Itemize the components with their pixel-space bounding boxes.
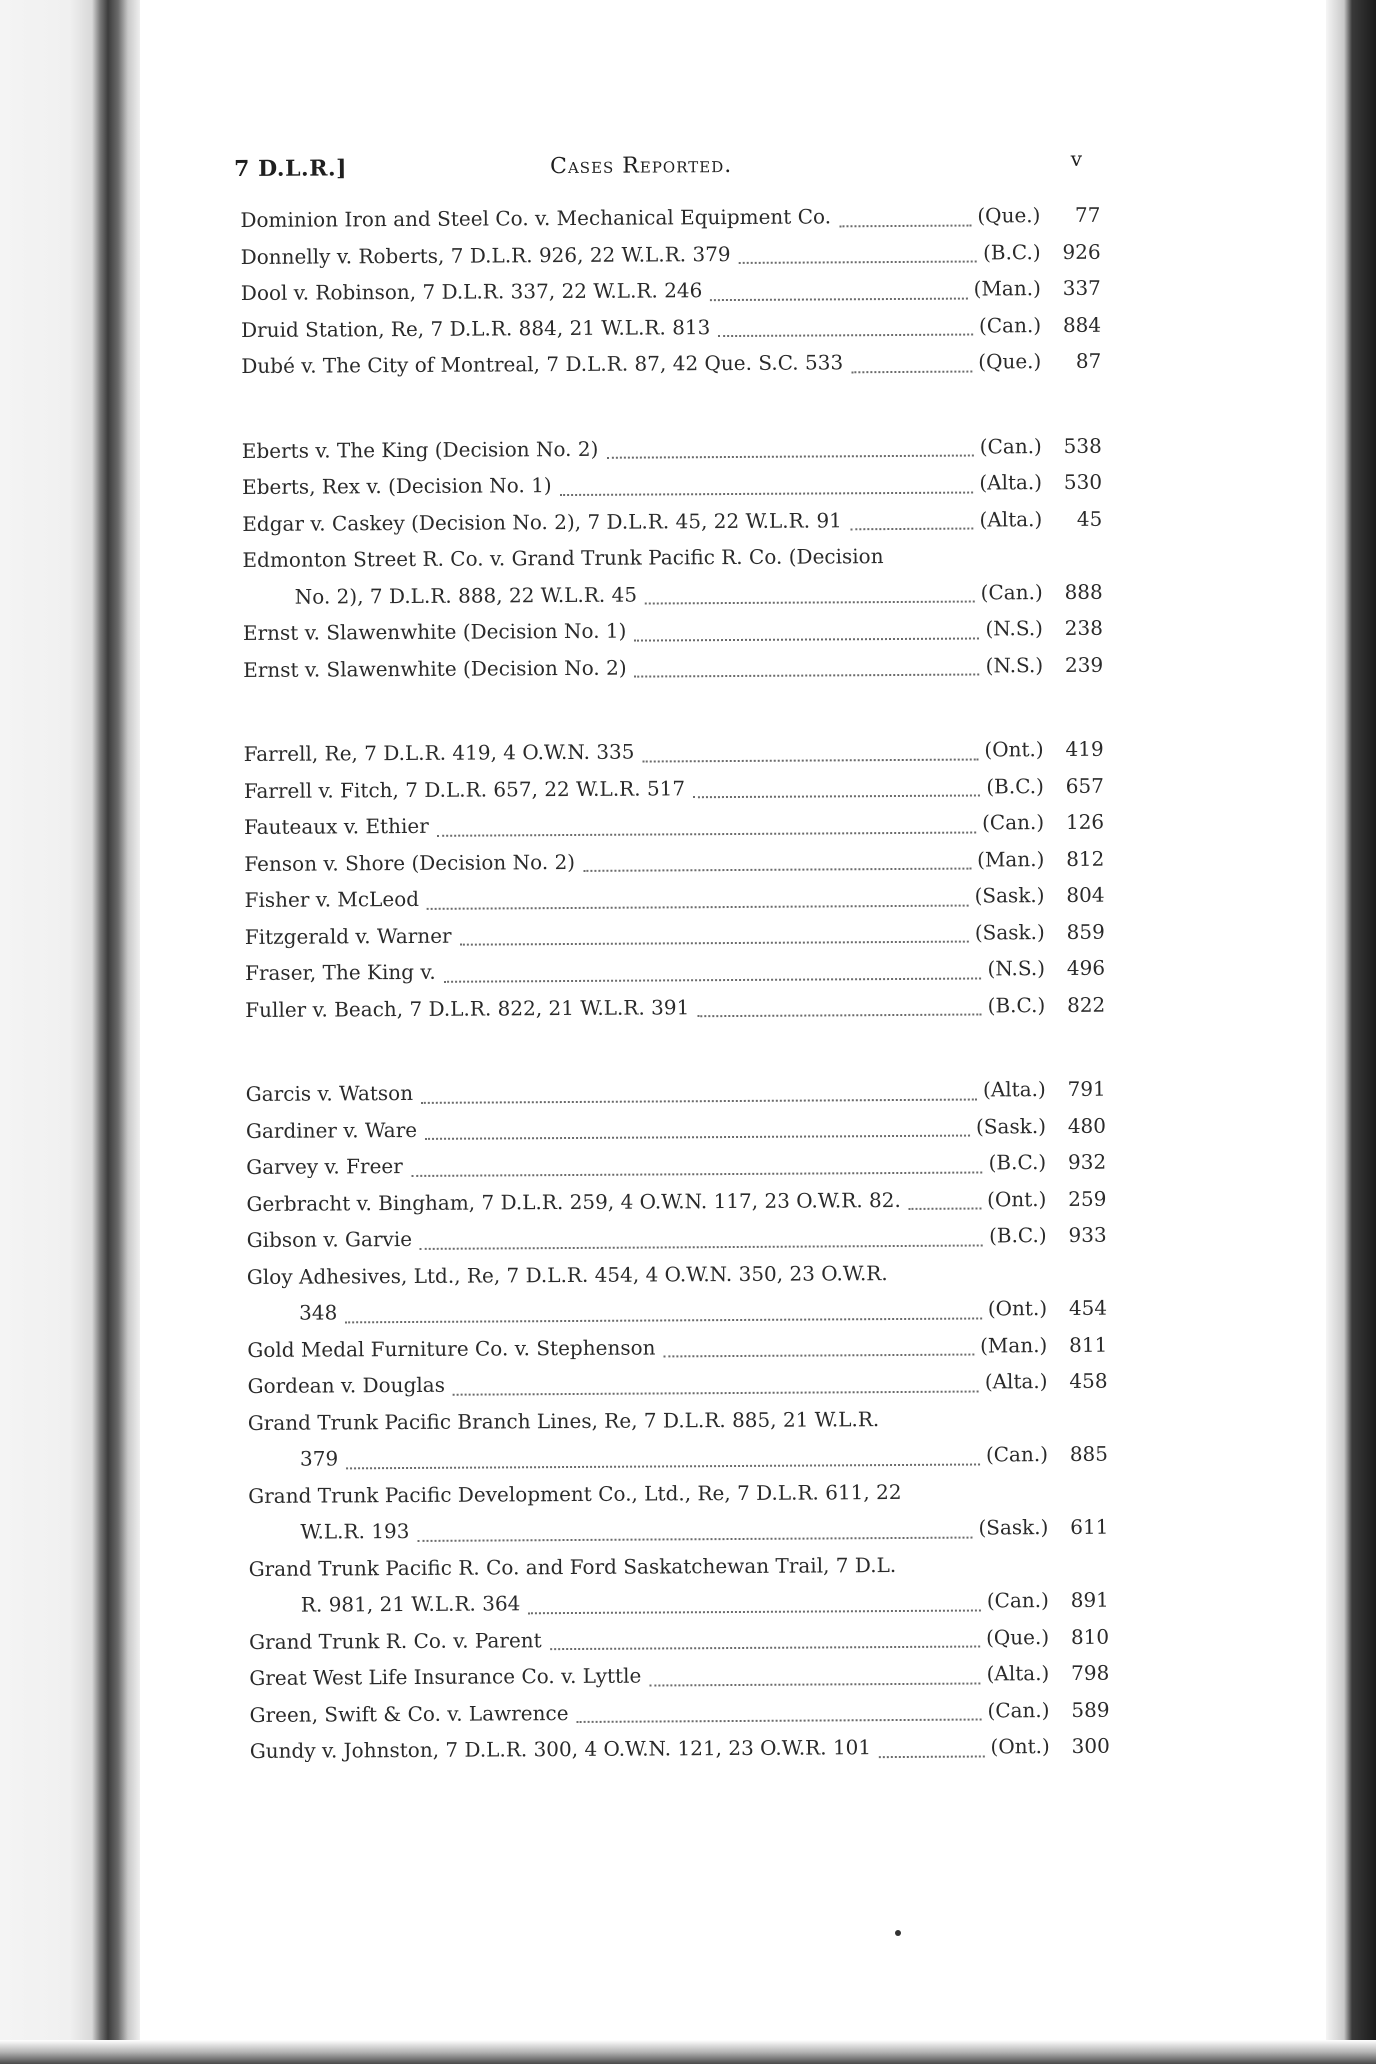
case-page-number: 538 bbox=[1063, 433, 1102, 458]
dot-leader bbox=[417, 1500, 972, 1542]
court-jurisdiction: (Can.) bbox=[978, 312, 1042, 337]
case-page-number: 657 bbox=[1065, 773, 1104, 798]
dot-leader bbox=[645, 564, 975, 605]
case-name: Eberts, Rex v. (Decision No. 1) bbox=[241, 473, 552, 499]
case-name: No. 2), 7 D.L.R. 888, 22 W.L.R. 45 bbox=[294, 582, 638, 609]
case-name: Gordean v. Douglas bbox=[247, 1372, 445, 1398]
case-name: 348 bbox=[299, 1300, 338, 1325]
dot-leader bbox=[460, 904, 969, 946]
case-page-number: 530 bbox=[1063, 469, 1103, 494]
court-jurisdiction: (Alta.) bbox=[986, 1661, 1050, 1686]
cases-list bbox=[240, 197, 1110, 1770]
case-name: Donnelly v. Roberts, 7 D.L.R. 926, 22 W.L.R. 379 bbox=[240, 241, 731, 269]
dot-leader bbox=[444, 940, 981, 982]
dot-leader bbox=[560, 455, 973, 496]
dot-leader bbox=[643, 721, 979, 762]
case-name: Green, Swift & Co. v. Lawrence bbox=[249, 1700, 569, 1727]
case-page-number: 300 bbox=[1071, 1733, 1110, 1758]
court-jurisdiction: (Alta.) bbox=[979, 470, 1043, 495]
case-entry bbox=[243, 646, 1103, 688]
court-jurisdiction: (Can.) bbox=[979, 433, 1042, 458]
dot-leader bbox=[346, 1427, 980, 1469]
case-entry bbox=[250, 1728, 1110, 1770]
court-jurisdiction: (Man.) bbox=[979, 1332, 1048, 1358]
case-page-number: 589 bbox=[1071, 1697, 1110, 1722]
case-name: Fenson v. Shore (Decision No. 2) bbox=[244, 849, 576, 876]
dot-leader bbox=[710, 261, 968, 301]
case-page-number: 885 bbox=[1069, 1441, 1109, 1466]
case-page-number: 884 bbox=[1062, 312, 1102, 337]
dot-leader bbox=[908, 1171, 981, 1210]
case-page-number: 45 bbox=[1076, 506, 1103, 531]
court-jurisdiction: (N.S.) bbox=[985, 616, 1044, 641]
dot-leader bbox=[528, 1573, 981, 1614]
court-jurisdiction: (Can.) bbox=[980, 579, 1043, 604]
dot-leader bbox=[421, 1062, 977, 1104]
case-name: W.L.R. 193 bbox=[300, 1518, 410, 1544]
case-page-number: 791 bbox=[1067, 1076, 1106, 1101]
case-page-number: 238 bbox=[1064, 615, 1104, 640]
case-name: Gardiner v. Ware bbox=[245, 1117, 418, 1143]
case-name: Fuller v. Beach, 7 D.L.R. 822, 21 W.L.R. 391 bbox=[245, 994, 690, 1022]
case-name: Fauteaux v. Ethier bbox=[244, 813, 429, 839]
case-name: Ernst v. Slawenwhite (Decision No. 1) bbox=[242, 618, 627, 645]
case-name: Garcis v. Watson bbox=[245, 1080, 414, 1106]
court-jurisdiction: (Can.) bbox=[986, 1588, 1049, 1613]
dot-leader bbox=[649, 1646, 980, 1687]
case-page-number: 239 bbox=[1064, 652, 1104, 677]
court-jurisdiction: (Alta.) bbox=[982, 1077, 1046, 1102]
volume-label: 7 D.L.R.] bbox=[234, 155, 348, 183]
dot-leader bbox=[550, 1609, 980, 1650]
court-jurisdiction: (Can.) bbox=[981, 810, 1045, 835]
court-jurisdiction: (Can.) bbox=[987, 1697, 1050, 1722]
case-entry bbox=[241, 343, 1101, 385]
case-page-number: 804 bbox=[1066, 882, 1105, 907]
case-name: Fitzgerald v. Warner bbox=[244, 923, 452, 949]
case-name: Edmonton Street R. Co. v. Grand Trunk Pacific R. Co. (Decision bbox=[242, 544, 884, 572]
case-page-number: 337 bbox=[1062, 275, 1101, 300]
case-name: Farrell, Re, 7 D.L.R. 419, 4 O.W.N. 335 bbox=[243, 739, 635, 766]
court-jurisdiction: (B.C.) bbox=[982, 239, 1041, 264]
case-page-number: 77 bbox=[1074, 202, 1101, 227]
book-page bbox=[234, 145, 1110, 1763]
court-jurisdiction: (Ont.) bbox=[990, 1734, 1050, 1759]
dot-leader bbox=[411, 1134, 982, 1176]
case-name: Dool v. Robinson, 7 D.L.R. 337, 22 W.L.R. 246 bbox=[240, 278, 703, 305]
case-name: R. 981, 21 W.L.R. 364 bbox=[300, 1591, 521, 1617]
running-header bbox=[234, 145, 1110, 190]
case-page-number: 458 bbox=[1069, 1368, 1108, 1393]
case-name: Gibson v. Garvie bbox=[246, 1226, 413, 1252]
court-jurisdiction: (Sask.) bbox=[978, 1515, 1049, 1540]
dot-leader bbox=[738, 224, 976, 264]
dot-leader bbox=[437, 795, 976, 837]
case-page-number: 859 bbox=[1066, 919, 1105, 944]
case-name: Great West Life Insurance Co. v. Lyttle bbox=[249, 1663, 642, 1690]
dot-leader bbox=[634, 637, 979, 678]
court-jurisdiction: (Que.) bbox=[985, 1624, 1050, 1649]
court-jurisdiction: (N.S.) bbox=[987, 956, 1046, 981]
case-entry-continuation bbox=[248, 1436, 1108, 1478]
case-name: Eberts v. The King (Decision No. 2) bbox=[241, 436, 599, 463]
case-entry-continuation bbox=[248, 1509, 1108, 1551]
case-page-number: 812 bbox=[1066, 846, 1105, 871]
case-page-number: 810 bbox=[1070, 1624, 1110, 1649]
case-name: Dubé v. The City of Montreal, 7 D.L.R. 87, 42 Que. S.C. 533 bbox=[241, 350, 844, 378]
case-name: Grand Trunk Pacific Development Co., Ltd., Re, 7 D.L.R. 611, 22 bbox=[248, 1479, 902, 1508]
case-name: Druid Station, Re, 7 D.L.R. 884, 21 W.L.R. 813 bbox=[241, 314, 711, 342]
dot-leader bbox=[718, 297, 973, 337]
page-dot-mark bbox=[895, 1930, 901, 1936]
page-bottom-edge bbox=[0, 2040, 1376, 2064]
court-jurisdiction: (N.S.) bbox=[985, 652, 1044, 677]
case-name: Fraser, The King v. bbox=[244, 959, 436, 985]
dot-leader bbox=[663, 1317, 974, 1357]
court-jurisdiction: (B.C.) bbox=[987, 992, 1046, 1017]
case-entry bbox=[242, 500, 1102, 542]
court-jurisdiction: (B.C.) bbox=[986, 773, 1044, 798]
case-page-number: 480 bbox=[1067, 1113, 1107, 1138]
court-jurisdiction: (Ont.) bbox=[984, 737, 1044, 762]
case-page-number: 933 bbox=[1068, 1222, 1107, 1247]
court-jurisdiction: (B.C.) bbox=[988, 1223, 1047, 1248]
dot-leader bbox=[452, 1354, 978, 1396]
dot-leader bbox=[851, 334, 972, 373]
dot-leader bbox=[634, 600, 979, 641]
dot-leader bbox=[697, 977, 981, 1017]
case-page-number: 822 bbox=[1066, 992, 1106, 1017]
court-jurisdiction: (Sask.) bbox=[974, 919, 1045, 945]
case-name: Gold Medal Furniture Co. v. Stephenson bbox=[247, 1334, 656, 1362]
court-jurisdiction: (Man.) bbox=[977, 846, 1045, 872]
case-page-number: 798 bbox=[1071, 1660, 1110, 1685]
court-jurisdiction: (Ont.) bbox=[987, 1296, 1048, 1321]
case-name: 379 bbox=[299, 1446, 339, 1471]
case-entry bbox=[241, 233, 1101, 275]
case-page-number: 888 bbox=[1064, 579, 1103, 604]
case-page-number: 611 bbox=[1070, 1514, 1109, 1539]
dot-leader bbox=[879, 1718, 985, 1757]
page-title: Cases Reported. bbox=[550, 152, 733, 180]
court-jurisdiction: (Can.) bbox=[985, 1442, 1049, 1467]
court-jurisdiction: (Que.) bbox=[978, 349, 1042, 374]
dot-leader bbox=[850, 491, 973, 530]
case-name: Gundy v. Johnston, 7 D.L.R. 300, 4 O.W.N. 121, 23 O.W.R. 101 bbox=[249, 1735, 872, 1763]
case-name: Fisher v. McLeod bbox=[244, 886, 420, 912]
court-jurisdiction: (Man.) bbox=[973, 276, 1041, 301]
case-page-number: 932 bbox=[1067, 1149, 1107, 1174]
dot-leader bbox=[419, 1207, 982, 1249]
case-name: Edgar v. Caskey (Decision No. 2), 7 D.L.R. 45, 22 W.L.R. 91 bbox=[242, 507, 842, 536]
dot-leader bbox=[425, 1098, 970, 1140]
case-page-number: 454 bbox=[1068, 1295, 1108, 1320]
case-name: Garvey v. Freer bbox=[246, 1154, 403, 1179]
case-page-number: 496 bbox=[1066, 955, 1106, 980]
dot-leader bbox=[583, 831, 971, 872]
case-entry bbox=[247, 1363, 1107, 1405]
court-jurisdiction: (Sask.) bbox=[974, 883, 1045, 908]
case-page-number: 259 bbox=[1068, 1186, 1107, 1211]
page-number: v bbox=[1070, 146, 1083, 171]
case-entry bbox=[247, 1217, 1107, 1259]
court-jurisdiction: (Sask.) bbox=[975, 1113, 1047, 1139]
court-jurisdiction: (Alta.) bbox=[984, 1369, 1048, 1394]
court-jurisdiction: (Que.) bbox=[977, 203, 1041, 228]
book-gutter bbox=[0, 0, 140, 2064]
case-page-number: 891 bbox=[1070, 1587, 1109, 1612]
dot-leader bbox=[576, 1682, 981, 1723]
case-page-number: 87 bbox=[1075, 348, 1102, 373]
case-page-number: 926 bbox=[1062, 239, 1101, 264]
case-entry bbox=[245, 986, 1105, 1028]
dot-leader bbox=[345, 1280, 982, 1322]
dot-leader bbox=[607, 418, 974, 459]
case-name: Grand Trunk Pacific Branch Lines, Re, 7 D.L.R. 885, 21 W.L.R. bbox=[247, 1406, 880, 1435]
book-cover-edge bbox=[1326, 0, 1376, 2064]
case-name: Grand Trunk R. Co. v. Parent bbox=[249, 1627, 542, 1654]
court-jurisdiction: (B.C.) bbox=[988, 1150, 1047, 1175]
case-name: Gerbracht v. Bingham, 7 D.L.R. 259, 4 O.W.N. 117, 23 O.W.R. 82. bbox=[246, 1187, 901, 1216]
case-page-number: 419 bbox=[1065, 736, 1104, 761]
dot-leader bbox=[426, 868, 968, 910]
case-page-number: 126 bbox=[1065, 809, 1105, 834]
dot-leader bbox=[693, 758, 980, 798]
case-name: Dominion Iron and Steel Co. v. Mechanical Equipment Co. bbox=[240, 204, 832, 232]
case-name: Gloy Adhesives, Ltd., Re, 7 D.L.R. 454, 4 O.W.N. 350, 23 O.W.R. bbox=[246, 1260, 888, 1289]
court-jurisdiction: (Alta.) bbox=[979, 506, 1043, 531]
court-jurisdiction: (Ont.) bbox=[987, 1186, 1047, 1211]
case-name: Farrell v. Fitch, 7 D.L.R. 657, 22 W.L.R. 517 bbox=[243, 775, 686, 803]
dot-leader bbox=[839, 188, 971, 227]
case-page-number: 811 bbox=[1069, 1332, 1108, 1357]
case-name: Grand Trunk Pacific R. Co. and Ford Saskatchewan Trail, 7 D.L. bbox=[248, 1552, 897, 1581]
case-name: Ernst v. Slawenwhite (Decision No. 2) bbox=[243, 655, 627, 682]
